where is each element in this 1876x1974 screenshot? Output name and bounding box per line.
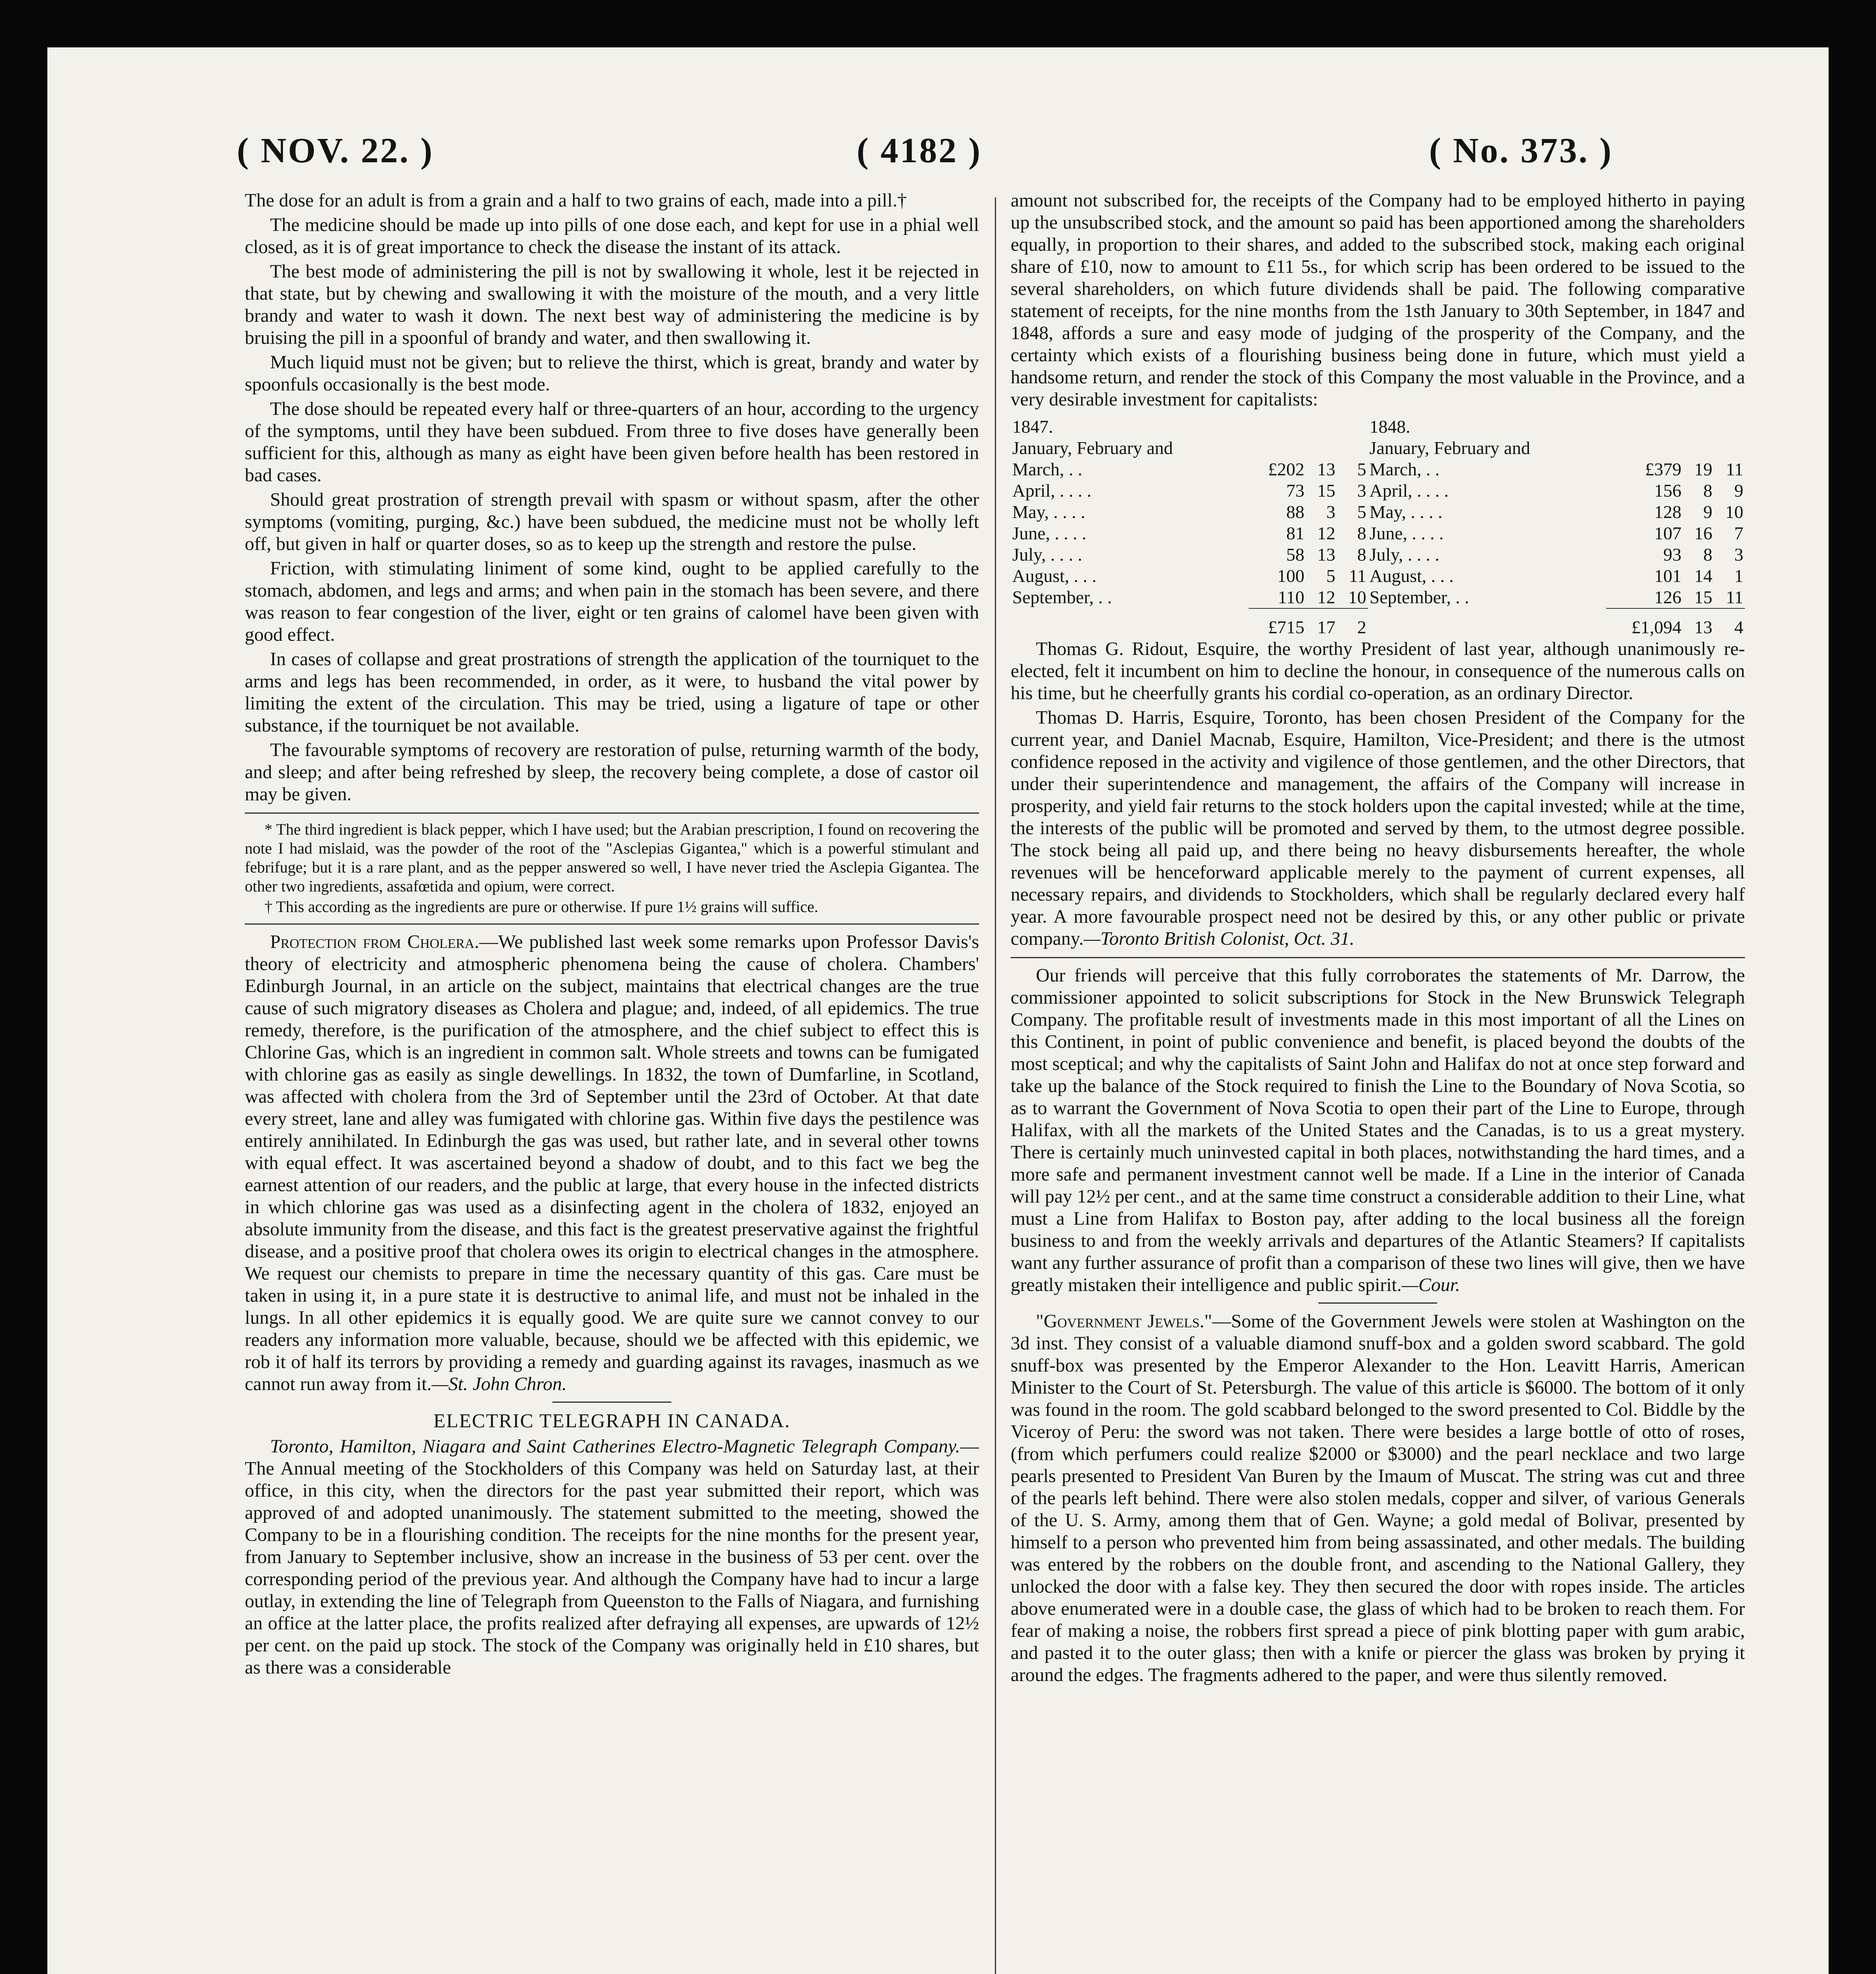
page-header bbox=[47, 130, 1829, 182]
header-page-number: ( 4182 ) bbox=[857, 131, 982, 170]
receipts-amount: 16 bbox=[1694, 523, 1713, 543]
treatment-paragraph: Much liquid must not be given; but to relieve the thirst, which is great, brandy and water by spoonfuls occasionally is the best mode. bbox=[245, 352, 979, 395]
short-rule bbox=[1318, 1302, 1437, 1304]
receipts-amount: 8 bbox=[1703, 480, 1713, 501]
receipts-amount bbox=[1337, 437, 1368, 459]
header-date: ( NOV. 22. ) bbox=[237, 131, 434, 170]
receipts-amount: 10 bbox=[1348, 587, 1366, 607]
receipts-amount: 93 bbox=[1663, 544, 1682, 565]
receipts-total: £715 bbox=[1249, 608, 1306, 638]
receipts-amount: 14 bbox=[1694, 566, 1713, 586]
directors-text: Thomas D. Harris, Esquire, Toronto, has been chosen President of the Company for the current year, and Daniel Macnab, Esquire, Hamilton, Vice-President; and there is the utmost confidence reposed in the activity and vigilence of those gentlemen, and the other Directors, that under their superintendence and management, the affairs of the Company will increase in prosperity, and yield fair returns to the stock holders upon the capital invested; while at the time, the interests of the public will be promoted and served by them, to the utmost degree possible. The stock being all paid up, and there being no heavy disbursements hereafter, the whole revenues will be henceforward applicable merely to the payment of current expenses, all necessary repairs, and dividends to Stockholders, which shall be regularly declared every half year. A more favourable prospect need not be desired by this, or any other public or private company. bbox=[1011, 707, 1745, 949]
receipts-total: 13 bbox=[1683, 608, 1714, 638]
protection-article bbox=[245, 931, 979, 1395]
receipts-amount: 73 bbox=[1286, 480, 1305, 501]
receipts-amount: 3 bbox=[1326, 502, 1336, 522]
receipts-amount: 8 bbox=[1357, 523, 1366, 543]
receipts-row bbox=[1011, 565, 1745, 587]
receipts-blank bbox=[1368, 608, 1606, 638]
receipts-amount: 8 bbox=[1703, 544, 1713, 565]
receipts-amount: 126 bbox=[1654, 587, 1682, 607]
receipts-month: July, . . . . bbox=[1012, 544, 1082, 565]
receipts-row bbox=[1011, 501, 1745, 523]
telegraph-text: —The Annual meeting of the Stockholders of this Company was held on Saturday last, at their office, in this city, when the directors for the past year submitted their report, which was approved of and adopted unanimously. The statement submitted to the meeting, showed the Company to be in a flourishing condition. The receipts for the nine months for the present year, from January to September inclusive, show an increase in the business of 53 per cent. over the corresponding period of the previous year. And although the Company have had to incur a large outlay, in extending the line of Telegraph from Queenston to the Falls of Niagara, and furnishing an office at the latter place, the profits realized after defraying all expenses, are upwards of 12½ per cent. on the paid up stock. The stock of the Company was originally held in £10 shares, but as there was a considerable bbox=[245, 1436, 979, 1678]
receipts-amount: 12 bbox=[1317, 587, 1336, 607]
telegraph-continued: amount not subscribed for, the receipts of the Company had to be employed hitherto in paying up the unsubscribed stock, and the amount so paid has been apportioned among the shareholders equally, in proportion to their shares, and added to the subscribed stock, making each original share of £10, now to amount to £11 5s., for which scrip has been ordered to be issued to the several shareholders, on which future dividends shall be paid. The following comparative statement of receipts, for the nine months from the 1sth January to 30th September, in 1847 and 1848, affords a sure and easy mode of judging of the prosperity of the Company, and the certainty which exists of a flourishing business being done in future, which must yield a handsome return, and render the stock of this Company the most valuable in the Province, and a very desirable investment for capitalists: bbox=[1011, 190, 1745, 410]
receipts-amount: 15 bbox=[1694, 587, 1713, 607]
receipts-row bbox=[1011, 523, 1745, 544]
receipts-row bbox=[1011, 587, 1745, 608]
treatment-paragraph: The dose for an adult is from a grain and a half to two grains of each, made into a pill.† bbox=[245, 190, 907, 211]
section-rule bbox=[245, 923, 979, 925]
treatment-paragraph: In cases of collapse and great prostrations of strength the application of the tourniquet to the arms and legs has been recommended, in order, as it were, to husband the vital power by limiting the extent of the circulation. This may be tried, using a ligature of tape or other substance, if the tourniquet be not available. bbox=[245, 649, 979, 736]
receipts-month: May, . . . . bbox=[1012, 502, 1085, 522]
newspaper-page bbox=[47, 47, 1829, 1974]
receipts-amount: 58 bbox=[1286, 544, 1305, 565]
treatment-paragraph: The dose should be repeated every half or three-quarters of an hour, according to the urgency of the symptoms, until they have been subdued. From three to five doses have generally been sufficient for this, although as many as eight have been given before health has been restored in bad cases. bbox=[245, 398, 979, 486]
receipts-amount: £202 bbox=[1268, 459, 1305, 479]
jewels-article bbox=[1011, 1310, 1745, 1686]
column-divider bbox=[995, 197, 996, 1974]
receipts-amount: 3 bbox=[1734, 544, 1743, 565]
treatment-paragraph: The best mode of administering the pill is not by swallowing it whole, lest it be rejected in that state, but by chewing and swallowing it with the moisture of the mouth, and a very little brandy and water to wash it down. The next best way of administering the medicine is by bruising the pill in a spoonful of brandy and water, and then swallowing it. bbox=[245, 261, 979, 348]
receipts-month: July, . . . . bbox=[1369, 544, 1440, 565]
receipts-month: May, . . . . bbox=[1369, 502, 1443, 522]
header-issue-number: ( No. 373. ) bbox=[1429, 131, 1613, 170]
directors-paragraph: Thomas G. Ridout, Esquire, the worthy President of last year, although unanimously re-elected, felt it incumbent on him to decline the honour, in consequence of the numerous calls on his time, but he cheerfully grants his cordial co-operation, as an ordinary Director. bbox=[1011, 638, 1745, 704]
year-1847: 1847. bbox=[1012, 417, 1053, 437]
receipts-amount: 15 bbox=[1317, 480, 1336, 501]
receipts-row bbox=[1011, 459, 1745, 480]
left-column bbox=[245, 190, 979, 1974]
receipts-month: April, . . . . bbox=[1012, 480, 1092, 501]
receipts-amount: 11 bbox=[1726, 587, 1743, 607]
section-rule bbox=[245, 812, 979, 814]
treatment-paragraph: The medicine should be made up into pills of one dose each, and kept for use in a phial well closed, as it is of great importance to check the disease the instant of its attack. bbox=[245, 214, 979, 257]
receipts-month: June, . . . . bbox=[1369, 523, 1444, 543]
receipts-amount: 3 bbox=[1357, 480, 1366, 501]
receipts-amount: 101 bbox=[1654, 566, 1682, 586]
receipts-amount: 19 bbox=[1694, 459, 1713, 479]
receipts-amount: 8 bbox=[1357, 544, 1366, 565]
receipts-month: June, . . . . bbox=[1012, 523, 1086, 543]
friends-source: —Cour. bbox=[1401, 1274, 1460, 1295]
receipts-amount: 11 bbox=[1726, 459, 1743, 479]
protection-text: —We published last week some remarks upon Professor Davis's theory of electricity and atmospheric phenomena being the cause of cholera. Chambers' Edinburgh Journal, in an article on the subject, maintains that electrical changes are the true cause of such migratory diseases as Cholera and plague; and, indeed, of all epidemics. The true remedy, therefore, is the purification of the atmosphere, and the chief subject to effect this is Chlorine Gas, which is an ingredient in common salt. Whole streets and towns can be fumigated with chlorine gas as easily as single dewellings. In 1832, the town of Dumfarline, in Scotland, was affected with cholera from the 3rd of September until the 23rd of October. At that date every street, lane and alley was fumigated with chlorine gas. Within five days the pestilence was entirely annihilated. In Edinburgh the gas was used, but rather late, and in several other towns with equal effect. It was ascertained beyond a shadow of doubt, and to this fact we beg the earnest attention of our readers, and the public at large, that every house in the infected districts in which chlorine gas was used as a disinfecting agent in the cholera of 1832, enjoyed an absolute immunity from the disease, and this fact is the greatest preservative against the frightful disease, and a positive proof that cholera owes its origin to electrical changes in the atmosphere. We request our chemists to prepare in time the necessary quantity of this gas. Care must be taken in using it, in a pure state it is destructive to animal life, and must not be inhaled in the lungs. In all other epidemics it is equally good. We are quite sure we cannot convey to our readers any information more valuable, because, should we be affected with this epidemic, we rob it of half its terrors by providing a remedy and guarding against its ravages, inasmuch as we cannot run away from it. bbox=[245, 931, 979, 1394]
receipts-amount bbox=[1606, 437, 1683, 459]
receipts-month: September, . . bbox=[1369, 587, 1469, 607]
receipts-month: January, February and bbox=[1369, 438, 1530, 458]
receipts-month: August, . . . bbox=[1012, 566, 1097, 586]
receipts-amount: 5 bbox=[1357, 459, 1366, 479]
receipts-amount: 100 bbox=[1277, 566, 1305, 586]
receipts-month: March, . . bbox=[1369, 459, 1440, 479]
telegraph-lead: Toronto, Hamilton, Niagara and Saint Catherines Electro-Magnetic Telegraph Company. bbox=[270, 1436, 960, 1457]
receipts-month: January, February and bbox=[1012, 438, 1173, 458]
friends-text: Our friends will perceive that this fully corroborates the statements of Mr. Darrow, the commissioner appointed to solicit subscriptions for Stock in the New Brunswick Telegraph Company. The profitable result of investments made in this most important of all the Lines on this Continent, in point of public convenience and benefit, is placed beyond the doubts of the most sceptical; and why the capitalists of Saint John and Halifax do not at once step forward and take up the balance of the Stock required to finish the Line to the Boundary of Nova Scotia, so as to warrant the Government of Nova Scotia to open their part of the Line to Europe, through Halifax, with all the markets of the United States and the Canadas, is to us a great mystery. There is certainly much uninvested capital in both places, notwithstanding the hard times, and a more safe and permanent investment cannot well be made. If a Line in the interior of Canada will pay 12½ per cent., and at the same time construct a considerable addition to their Line, what must a Line from Halifax to Boston pay, after adding to the local business all the foreign business to and from the weekly arrivals and departures of the Atlantic Steamers? If capitalists want any further assurance of profit than a comparison of these two lines will give, then we have greatly mistaken their intelligence and public spirit. bbox=[1011, 965, 1745, 1295]
receipts-row bbox=[1011, 480, 1745, 501]
friends-article bbox=[1011, 964, 1745, 1296]
receipts-total: 4 bbox=[1714, 608, 1745, 638]
telegraph-article bbox=[245, 1435, 979, 1679]
directors-source: —Toronto British Colonist, Oct. 31. bbox=[1083, 928, 1354, 949]
receipts-month: March, . . bbox=[1012, 459, 1082, 479]
receipts-amount: 128 bbox=[1654, 502, 1682, 522]
footnote: † This according as the ingredients are pure or otherwise. If pure 1½ grains will suffice. bbox=[265, 898, 818, 916]
footnotes bbox=[245, 820, 979, 916]
section-rule bbox=[1011, 957, 1745, 958]
year-1848: 1848. bbox=[1369, 417, 1411, 437]
receipts-row bbox=[1011, 544, 1745, 565]
receipts-amount: 156 bbox=[1654, 480, 1682, 501]
footnote: * The third ingredient is black pepper, which I have used; but the Arabian prescription, I found on recovering the note I had mislaid, was the powder of the root of the "Asclepias Gigantea," which is a powerful stimulant and febrifuge; but it is a rare plant, and as the pepper answered so well, I have never tried the Asclepia Gigantea. The other two ingredients, assafœtida and opium, were correct. bbox=[245, 820, 979, 895]
treatment-paragraph: The favourable symptoms of recovery are restoration of pulse, returning warmth of the body, and sleep; and after being refreshed by sleep, the recovery being complete, a dose of castor oil may be given. bbox=[245, 739, 979, 805]
receipts-amount: 88 bbox=[1286, 502, 1305, 522]
receipts-amount: 9 bbox=[1734, 480, 1743, 501]
receipts-row bbox=[1011, 437, 1745, 459]
receipts-amount: 7 bbox=[1734, 523, 1743, 543]
receipts-amount: 10 bbox=[1725, 502, 1743, 522]
receipts-amount: 11 bbox=[1349, 566, 1366, 586]
receipts-amount: 1 bbox=[1734, 566, 1743, 586]
receipts-total: 2 bbox=[1337, 608, 1368, 638]
receipts-amount: £379 bbox=[1645, 459, 1682, 479]
treatment-paragraph: Friction, with stimulating liniment of some kind, ought to be applied carefully to the stomach, abdomen, and legs and arms; and when pain in the stomach has been severe, and there was reason to fear congestion of the liver, eight or ten grains of calomel have been given with good effect. bbox=[245, 558, 979, 645]
receipts-amount: 9 bbox=[1703, 502, 1713, 522]
protection-source: —St. John Chron. bbox=[431, 1374, 567, 1394]
receipts-amount: 12 bbox=[1317, 523, 1336, 543]
receipts-amount: 110 bbox=[1278, 587, 1305, 607]
receipts-total-row bbox=[1011, 608, 1745, 638]
receipts-amount: 5 bbox=[1357, 502, 1366, 522]
protection-heading: Protection from Cholera. bbox=[270, 931, 479, 952]
receipts-amount: 13 bbox=[1317, 544, 1336, 565]
treatment-paragraph: Should great prostration of strength prevail with spasm or without spasm, after the other symptoms (vomiting, purging, &c.) have been subdued, the medicine must not be wholly left off, but given in half or quarter doses, so as to keep up the strength and restore the pulse. bbox=[245, 489, 979, 554]
jewels-heading: "Government Jewels." bbox=[1036, 1311, 1212, 1332]
receipts-total: 17 bbox=[1306, 608, 1337, 638]
receipts-month: August, . . . bbox=[1369, 566, 1454, 586]
receipts-table bbox=[1011, 413, 1745, 638]
receipts-month: September, . . bbox=[1012, 587, 1112, 607]
receipts-total: £1,094 bbox=[1606, 608, 1683, 638]
receipts-amount: 107 bbox=[1654, 523, 1682, 543]
receipts-amount bbox=[1249, 437, 1306, 459]
receipts-amount bbox=[1714, 437, 1745, 459]
receipts-amount: 5 bbox=[1326, 566, 1336, 586]
receipts-amount bbox=[1306, 437, 1337, 459]
receipts-amount bbox=[1683, 437, 1714, 459]
receipts-amount: 13 bbox=[1317, 459, 1336, 479]
short-rule bbox=[552, 1402, 672, 1403]
jewels-text: —Some of the Government Jewels were stolen at Washington on the 3d inst. They consist of a valuable diamond snuff-box and a golden sword scabbard. The gold snuff-box was presented by the Emperor Alexander to the Hon. Leavitt Harris, American Minister to the Court of St. Petersburgh. The value of this article is $6000. The bottom of it only was found in the room. The gold scabbard belonged to the sword presented to Col. Biddle by the Viceroy of Peru: the sword was not taken. There were besides a large bottle of otto of roses, (from which perfumers could realize $2000 or $3000) and the pearl necklace and two large pearls presented to President Van Buren by the Imaum of Muscat. The string was cut and three of the pearls left behind. There were also stolen medals, copper and silver, of various Generals of the U. S. Army, among them that of Gen. Wayne; a gold medal of Bolivar, presented by himself to a person who prevented him from being assassinated, and other medals. The building was entered by the robbers on the double front, and ascending to the National Gallery, they unlocked the door with a false key. They then secured the door with ropes inside. The articles above enumerated were in a double case, the glass of which had to be broken to reach them. For fear of making a noise, the robbers first spread a piece of pink blotting paper with gum arabic, and pasted it to the outer glass; then with a knife or piercer the glass was broken by prying it around the edges. The fragments adhered to the paper, and were thus silently removed. bbox=[1011, 1311, 1745, 1685]
receipts-blank bbox=[1011, 608, 1249, 638]
receipts-amount: 81 bbox=[1286, 523, 1305, 543]
directors-paragraph bbox=[1011, 707, 1745, 950]
receipts-month: April, . . . . bbox=[1369, 480, 1449, 501]
telegraph-title: ELECTRIC TELEGRAPH IN CANADA. bbox=[433, 1409, 791, 1432]
right-column bbox=[1011, 190, 1745, 1974]
